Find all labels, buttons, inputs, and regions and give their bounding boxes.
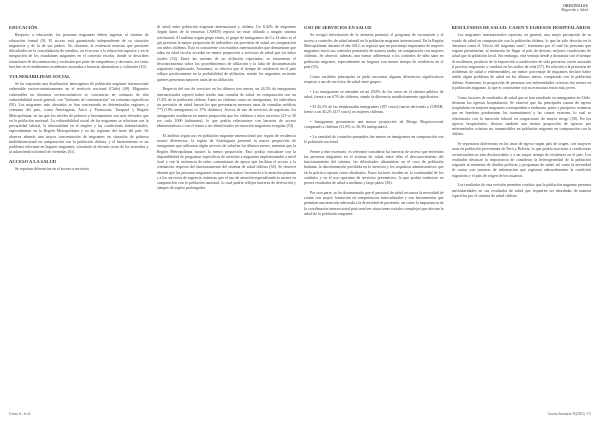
column-3 [304,24,444,409]
paragraph: Los migrantes internacionales reportan, en general, una mejor percepción de su estado de salud en comparación con la población chilena, lo que ha sido descrito en la literatura como el "efecto del migrante sano", fenómeno por el cual las personas que migran presentarían, al momento de llegar al país de destino, mejores condiciones de salud que la población local. Sin embargo, esta ventaja tiende a disminuir con el tiempo de residencia, producto de la exposición a condiciones de vida precarias, estrés asociado al proceso migratorio y cambios en los estilos de vida (57). En relación a la presencia de problemas de salud o enfermedades, un menor porcentaje de migrantes declaró haber tenido algún problema de salud en los últimos meses, comparado con la población chilena. Asimismo, la proporción de personas con enfermedades crónicas fue menor en la población migrante, lo que es consistente con su estructura etaria más joven. [451,32,591,90]
running-footer [9,412,591,416]
paragraph: Como variables principales se pudo encontrar algunas diferencias significativas respecto a uso de servicios de salud entre grupos: [304,73,444,84]
paragraph: Se reportaron diferencias en las tasas de egreso según país de origen, con mayores tasas en población proveniente de Perú y Bolivia, lo que podría asociarse a condiciones socioeconómicas más desfavorables y a un mayor tiempo de residencia en el país. Los resultados destacan la importancia de considerar la heterogeneidad de la población migrante al momento de diseñar políticas y programas de salud, así como la necesidad de contar con sistemas de información que registren adecuadamente la condición migratoria y el país de origen de los usuarios. [451,141,591,178]
paragraph: Por otra parte, se ha documentado que el personal de salud reconoce la necesidad de contar con mayor formación en competencias interculturales y con herramientas que permitan una atención adecuada a la diversidad de pacientes, así como la importancia de la coordinación intersectorial para resolver situaciones sociales complejas que afectan la salud de la población migrante. [304,189,444,216]
paragraph: El análisis según uso en población migrante internacional por región de residencia mostró diferencias: la región de Antofagasta presentó la mayor proporción de inmigrantes que utilizaron algún servicio de salud en los últimos meses, mientras que la Región Metropolitana mostró la menor proporción. Esto podría vincularse con la disponibilidad de programas específicos de atención a migrantes implementados a nivel local y con la existencia de redes comunitarias de apoyo que facilitan el acceso y la orientación respecto del funcionamiento del sistema de salud chileno (54). Se observó además que las personas migrantes recurren con mayor frecuencia a la atención primaria y a los servicios de urgencia, mientras que el uso de atención especializada es menor en comparación con la población nacional, lo cual podría reflejar barreras de derivación y tiempos de espera prolongados. [156,132,296,191]
paragraph: Como factores de resultados de salud que se han estudiado en inmigrantes en Chile, destacan los egresos hospitalarios. Se observó que las principales causas de egreso hospitalario en mujeres migrantes corresponden a embarazo, parto y puerperio, mientras que en hombres predominan los traumatismos y las causas externas, lo cual se relacionaría con la inserción laboral en ocupaciones de mayor riesgo (58). En los egresos hospitalarios, destaca también una menor proporción de egresos por enfermedades crónicas no transmisibles en población migrante en comparación con la chilena. [451,94,591,137]
paragraph: Se recogió información de la atención prenatal, el programa de vacunación y el acceso a controles de salud infantil en la población migrante internacional. En la Región Metropolitana, durante el año 2012, se registró que un porcentaje importante de mujeres migrantes inició sus controles prenatales de manera tardía, en comparación con mujeres chilenas. Se observó, además, una menor adherencia a los controles de niño sano en población migrante, especialmente en hogares con menor tiempo de residencia en el país (55). [304,32,444,69]
section-heading: RESULTADOS DE SALUD: CASEN Y EGRESOS HOSPITALARIOS [451,25,591,30]
paragraph: Se ha reportado una distribución heterogénea de población migrante internacional vulnerable socioeconómicamente en el territorio nacional (Chile) (49). Migrantes vulnerables en términos socioeconómicos se concentran en comunas de alta vulnerabilidad social general, con "bolsones de concentración" en comunas específicas (50). Los migrantes más afectados se han concentrado en determinadas regiones y comunas del país, como Antofagasta, Arica y Parinacota, Tarapacá y Región Metropolitana, en las que los niveles de pobreza y hacinamiento son más elevados que en la población nacional. La vulnerabilidad social de los migrantes se relaciona con la precariedad laboral, la informalidad en el empleo y las condiciones habitacionales, especialmente en la Región Metropolitana y en las regiones del norte del país. Se observa además una mayor concentración de migrantes en situación de pobreza multidimensional en comparación con la población chilena, y el hacinamiento es un problema relevante en hogares migrantes, vinculado al elevado costo de los arriendos y al subarriendo informal de viviendas (51). [9,81,149,155]
article-body [9,24,591,409]
column-1 [9,24,149,409]
paragraph: Respecto a educación, las personas migrantes deben ingresar al sistema de educación formal (9). El acceso está garantizado independiente de su situación migratoria y de la de sus padres. No obstante, la evidencia muestra que persisten dificultades en la convalidación de estudios, en el acceso a la educación superior y en la integración de los estudiantes migrantes en el contexto escolar, donde se describen situaciones de discriminación y exclusión por parte de compañeros y docentes, así como brechas en el rendimiento académico asociadas a barreras idiomáticas y culturales (10). [9,32,149,69]
paragraph: • La cantidad de controles prenatales fue menor en inmigrantes en comparación con la población nacional. [304,133,444,144]
paragraph: • El 45,2% de las embarazadas inmigrantes (187 casos) fueron derivadas a COPAR, frente a un 45,2% (417 casos) en mujeres chilenas. [304,103,444,114]
section-heading: VULNERABILIDAD SOCIAL [9,73,71,79]
column-2 [157,24,297,409]
paragraph: de salud entre población migrante internacional y chilena. Un 8,42% de migrantes (según datos de la encuesta CASEN) reportó no estar afiliado a ningún sistema previsional. Al analizar según grupo etario, el grupo de inmigrantes de 0 a 14 años es el que presenta la mayor proporción de individuos sin previsión de salud, en comparación con niños chilenos. Esto es consistente con estudios internacionales que demuestran que niños en edad escolar acceden en menor proporción a servicios de salud que los niños locales (52). Entre las razones de no afiliación reportadas, se encuentran el desconocimiento sobre los procedimientos de afiliación y la falta de documentación migratoria regularizada. Asimismo, se observa que el tiempo de residencia en el país influye positivamente en la probabilidad de afiliación, siendo los migrantes recientes quienes presentan mayores tasas de no afiliación. [156,24,296,82]
paragraph: Los resultados de esta revisión permiten concluir que la población migrante presenta particularidades en sus resultados de salud que requieren ser abordadas de manera específica por el sistema de salud chileno. [451,182,591,198]
paragraph: Respecto del uso de servicios en los últimos tres meses, un 24,3% de inmigrantes internacionales reportó haber tenido una consulta de salud, en comparación con un 27,4% de la población chilena. Tanto en chilenos como en inmigrantes, los individuos sin previsión de salud fueron los que presentaron menores tasas de consultas médicas (**) (10% inmigrantes vs 17% chilenos). Acerca de uso de servicios de urgencias, los inmigrantes acudieron en menor proporción que los chilenos a estos servicios (23 vs 30 por cada 1000 habitantes), lo que podría relacionarse con barreras de acceso administrativas o con el temor a ser identificados en situación migratoria irregular (53). [156,86,296,128]
header-section: Migración y Salud [561,8,588,13]
paragraph: • Inmigrantes presentaron una mayor proporción de Riesgo Biopsicosocial comparado a chilenas (31,9% vs 36,3% inmigrantes). [304,118,444,129]
header-label: ORIGINALES [563,4,588,8]
section-heading: ACCESO A LA SALUD [9,159,57,165]
running-header [561,4,588,12]
footer-journal: Gaceta Sanitaria 35(2021) 1-5 [547,412,591,416]
footer-authors: Urzúa A., et al. [9,412,31,416]
column-4 [452,24,592,409]
paragraph: Se reportan diferencias en el acceso a servicios [15,166,90,172]
paragraph: Frente a este escenario, es relevante considerar las barreras de acceso que enfrentan las personas migrantes en el sistema de salud, entre ellas el desconocimiento del funcionamiento del sistema, las dificultades idiomáticas en el caso de población haitiana, la discriminación percibida en la atención y los requisitos administrativos que en la práctica operan como obstáculos. Estos factores inciden en la continuidad de los cuidados y en el uso oportuno de servicios preventivos, lo que podría traducirse en peores resultados de salud a mediano y largo plazo (56). [304,148,444,186]
section-heading: EDUCACIÓN [9,25,38,30]
paragraph: • Los inmigrantes se atienden en un 29,8% de los casos en el sistema público de salud, frente a un 67% de chilenos, siendo la diferencia estadísticamente significativa. [304,88,444,99]
section-heading: USO DE SERVICIOS EN SALUD [304,25,372,30]
